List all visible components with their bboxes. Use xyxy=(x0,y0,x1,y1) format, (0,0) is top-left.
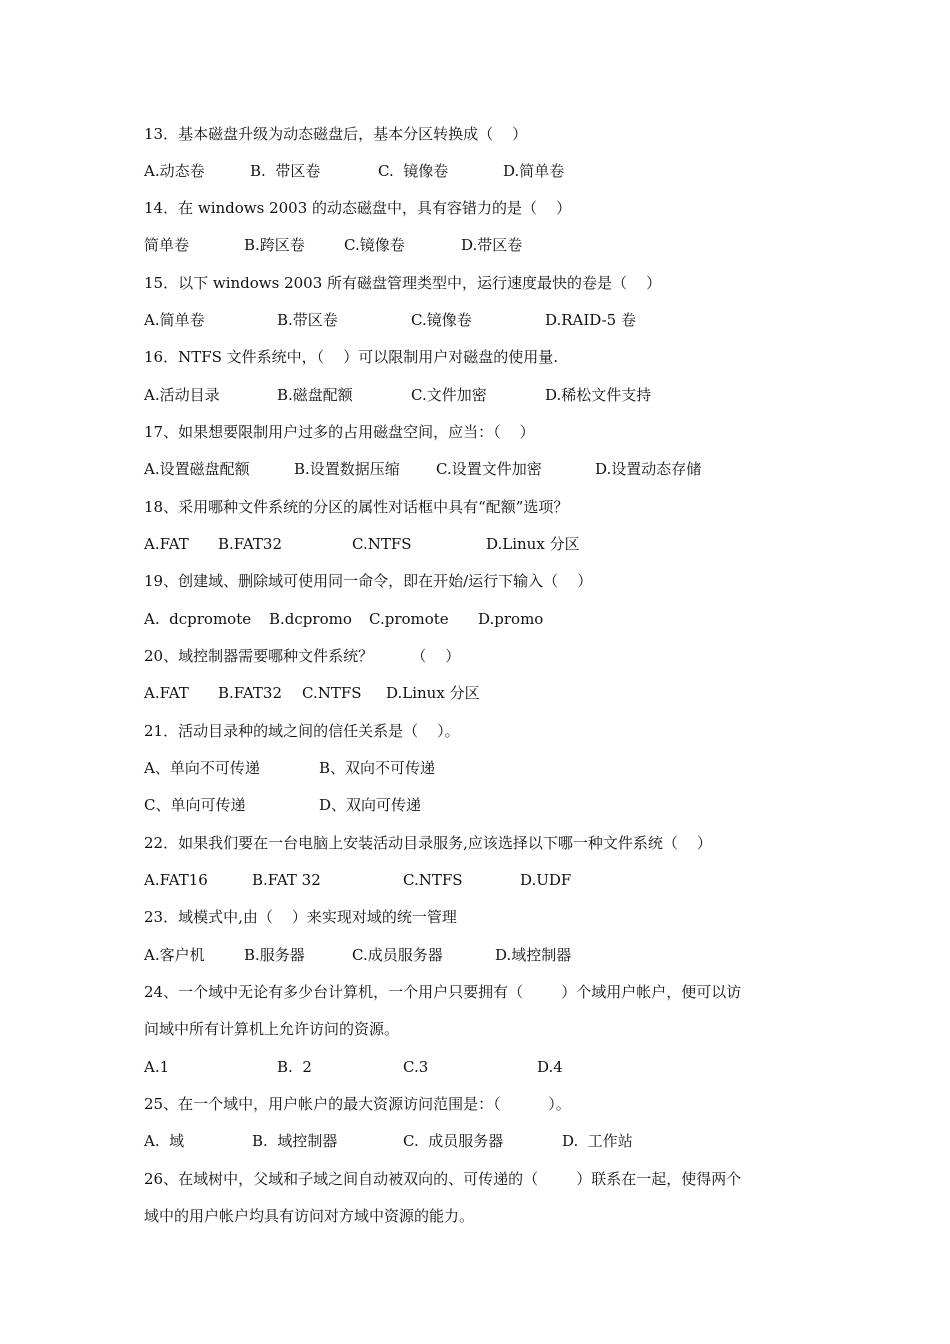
question-20-option-d: D.Linux 分区 xyxy=(386,684,480,702)
question-13-option-b: B. 带区卷 xyxy=(250,162,321,180)
question-18-option-b: B.FAT32 xyxy=(218,535,282,553)
question-20-option-b: B.FAT32 xyxy=(218,684,282,702)
question-25-option-d: D. 工作站 xyxy=(562,1132,633,1150)
question-16-option-c: C.文件加密 xyxy=(411,386,487,404)
question-13-stem: 13．基本磁盘升级为动态磁盘后，基本分区转换成（ ） xyxy=(144,125,528,143)
question-17-option-c: C.设置文件加密 xyxy=(436,460,542,478)
question-19-option-d: D.promo xyxy=(478,610,544,628)
question-25-stem: 25、在一个域中，用户帐户的最大资源访问范围是：（ ）。 xyxy=(144,1095,571,1113)
question-24-stem: 24、一个域中无论有多少台计算机，一个用户只要拥有（ ）个域用户帐户，便可以访 xyxy=(144,983,742,1001)
question-17-option-b: B.设置数据压缩 xyxy=(294,460,400,478)
question-19-option-b: B.dcpromo xyxy=(269,610,352,628)
question-25-option-c: C. 成员服务器 xyxy=(403,1132,504,1150)
question-26-stem-continued: 域中的用户帐户均具有访问对方域中资源的能力。 xyxy=(144,1207,475,1225)
question-17-stem: 17、如果想要限制用户过多的占用磁盘空间，应当：（ ） xyxy=(144,423,535,441)
question-24-option-d: D.4 xyxy=(537,1058,563,1076)
question-23-stem: 23．域模式中,由（ ）来实现对域的统一管理 xyxy=(144,908,457,926)
question-19-option-a: A. dcpromote xyxy=(144,610,252,628)
question-17-option-a: A.设置磁盘配额 xyxy=(144,460,250,478)
question-19-option-c: C.promote xyxy=(369,610,449,628)
question-24-option-c: C.3 xyxy=(403,1058,429,1076)
question-22-option-d: D.UDF xyxy=(520,871,572,889)
question-18-option-d: D.Linux 分区 xyxy=(486,535,580,553)
question-20-stem: 20、域控制器需要哪种文件系统？ （ ） xyxy=(144,647,461,665)
question-20-option-c: C.NTFS xyxy=(302,684,362,702)
question-15-option-d: D.RAID-5 卷 xyxy=(545,311,636,329)
question-15-option-b: B.带区卷 xyxy=(277,311,338,329)
question-24-option-a: A.1 xyxy=(144,1058,170,1076)
question-24-option-b: B. 2 xyxy=(277,1058,312,1076)
question-14-option-b: B.跨区卷 xyxy=(244,236,305,254)
question-13-option-d: D.简单卷 xyxy=(503,162,565,180)
question-18-stem: 18、采用哪种文件系统的分区的属性对话框中具有“配额”选项？ xyxy=(144,498,569,516)
question-23-option-a: A.客户机 xyxy=(144,946,205,964)
question-19-stem: 19、创建域、删除域可使用同一命令，即在开始/运行下输入（ ） xyxy=(144,572,593,590)
question-13-option-a: A.动态卷 xyxy=(144,162,205,180)
question-18-option-c: C.NTFS xyxy=(352,535,412,553)
question-20-option-a: A.FAT xyxy=(144,684,189,702)
question-21-option-a: A、单向不可传递 xyxy=(144,759,260,777)
question-17-option-d: D.设置动态存储 xyxy=(595,460,702,478)
question-25-option-b: B. 域控制器 xyxy=(252,1132,338,1150)
question-16-option-a: A.活动目录 xyxy=(144,386,220,404)
question-14-option-d: D.带区卷 xyxy=(461,236,523,254)
question-23-option-c: C.成员服务器 xyxy=(352,946,443,964)
question-22-stem: 22．如果我们要在一台电脑上安装活动目录服务,应该选择以下哪一种文件系统（ ） xyxy=(144,834,712,852)
question-22-option-c: C.NTFS xyxy=(403,871,463,889)
question-25-option-a: A. 域 xyxy=(144,1132,185,1150)
question-23-option-d: D.域控制器 xyxy=(495,946,572,964)
question-14-option-a: 简单卷 xyxy=(144,236,190,254)
question-13-option-c: C. 镜像卷 xyxy=(378,162,449,180)
question-21-option-c: C、单向可传递 xyxy=(144,796,246,814)
question-22-option-a: A.FAT16 xyxy=(144,871,208,889)
question-16-option-d: D.稀松文件支持 xyxy=(545,386,652,404)
question-22-option-b: B.FAT 32 xyxy=(252,871,321,889)
question-23-option-b: B.服务器 xyxy=(244,946,305,964)
question-16-stem: 16．NTFS 文件系统中，（ ）可以限制用户对磁盘的使用量. xyxy=(144,348,559,366)
question-15-option-a: A.简单卷 xyxy=(144,311,205,329)
question-16-option-b: B.磁盘配额 xyxy=(277,386,353,404)
question-21-option-d: D、双向可传递 xyxy=(319,796,422,814)
question-18-option-a: A.FAT xyxy=(144,535,189,553)
question-21-stem: 21．活动目录种的域之间的信任关系是（ ）。 xyxy=(144,722,460,740)
question-14-option-c: C.镜像卷 xyxy=(344,236,405,254)
question-14-stem: 14．在 windows 2003 的动态磁盘中，具有容错力的是（ ） xyxy=(144,199,572,217)
question-24-stem-continued: 问域中所有计算机上允许访问的资源。 xyxy=(144,1020,400,1038)
question-26-stem: 26、在域树中，父域和子域之间自动被双向的、可传递的（ ）联系在一起，使得两个 xyxy=(144,1170,742,1188)
question-21-option-b: B、双向不可传递 xyxy=(319,759,436,777)
question-15-stem: 15．以下 windows 2003 所有磁盘管理类型中，运行速度最快的卷是（ ） xyxy=(144,274,662,292)
question-15-option-c: C.镜像卷 xyxy=(411,311,472,329)
